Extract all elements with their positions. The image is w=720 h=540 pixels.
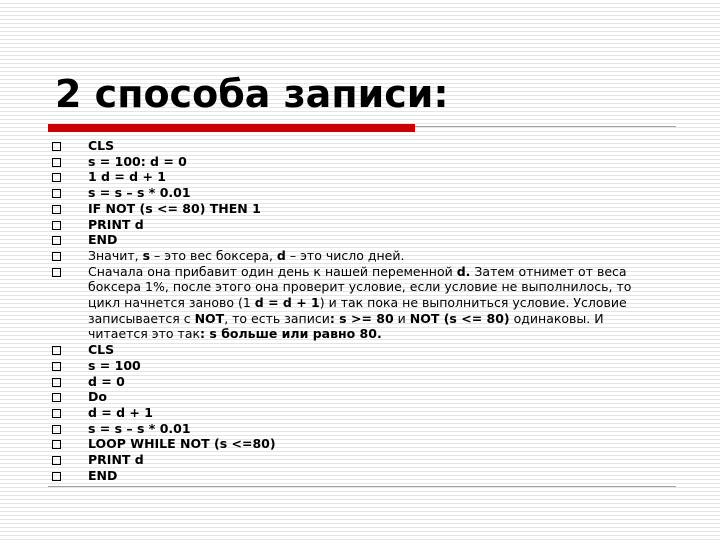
explanation-algorithm: Сначала она прибавит один день к нашей переменной d. Затем отнимет от веса боксера 1%, после этого она проверит условие, если условие не выполнилось, то цикл начнется заново (1 d = d + 1) и так пока не выполниться условие. Условие записывается с NOT, то есть записи: s >= 80 и NOT (s <= 80) одинаковы. И читается это так: s больше или равно 80. <box>88 263 632 342</box>
hollow-square-bullet-icon <box>52 252 61 261</box>
hollow-square-bullet-icon <box>52 409 61 418</box>
hollow-square-bullet-icon <box>52 393 61 402</box>
code-line-text: CLS <box>88 342 115 358</box>
code-line <box>52 201 662 217</box>
code-line <box>52 138 662 154</box>
hollow-square-bullet-icon <box>52 142 61 151</box>
code-block-2 <box>52 342 662 483</box>
code-line-text: CLS <box>88 138 115 153</box>
code-line <box>52 468 662 484</box>
code-line-text: IF NOT (s <= 80) THEN 1 <box>88 200 261 216</box>
code-line-text: Do <box>88 389 107 405</box>
hollow-square-bullet-icon <box>52 189 61 198</box>
hollow-square-bullet-icon <box>52 173 61 182</box>
hollow-square-bullet-icon <box>52 456 61 465</box>
code-line <box>52 452 662 468</box>
hollow-square-bullet-icon <box>52 346 61 355</box>
code-line <box>52 154 662 170</box>
code-line-text: s = s – s * 0.01 <box>88 420 191 436</box>
hollow-square-bullet-icon <box>52 205 61 214</box>
hollow-square-bullet-icon <box>52 236 61 245</box>
code-line <box>52 436 662 452</box>
hollow-square-bullet-icon <box>52 472 61 481</box>
code-line <box>52 389 662 405</box>
code-line-text: PRINT d <box>88 452 144 468</box>
slide-title: 2 способа записи: <box>55 72 449 116</box>
hollow-square-bullet-icon <box>52 268 61 277</box>
code-line <box>52 169 662 185</box>
bottom-rule <box>48 486 676 487</box>
list-item <box>52 264 662 343</box>
code-line-text: PRINT d <box>88 216 144 232</box>
hollow-square-bullet-icon <box>52 362 61 371</box>
code-line-text: 1 d = d + 1 <box>88 169 166 185</box>
code-line-text: s = 100 <box>88 357 141 373</box>
title-accent-bar <box>48 124 415 132</box>
code-line-text: END <box>88 232 118 248</box>
hollow-square-bullet-icon <box>52 158 61 167</box>
hollow-square-bullet-icon <box>52 425 61 434</box>
code-line <box>52 374 662 390</box>
code-line <box>52 342 662 358</box>
slide-body <box>52 138 662 483</box>
code-line <box>52 185 662 201</box>
code-line-text: s = s – s * 0.01 <box>88 185 191 201</box>
code-line <box>52 405 662 421</box>
code-line <box>52 232 662 248</box>
code-line-text: d = 0 <box>88 373 125 389</box>
hollow-square-bullet-icon <box>52 378 61 387</box>
code-line-text: s = 100: d = 0 <box>88 153 187 169</box>
code-line <box>52 217 662 233</box>
code-line <box>52 421 662 437</box>
code-line <box>52 358 662 374</box>
code-line-text: END <box>88 467 118 483</box>
list-item <box>52 248 662 264</box>
explanation-variables: Значит, s – это вес боксера, d – это число дней. <box>88 247 405 263</box>
code-block-1 <box>52 138 662 248</box>
hollow-square-bullet-icon <box>52 440 61 449</box>
code-line-text: LOOP WHILE NOT (s <=80) <box>88 436 276 452</box>
hollow-square-bullet-icon <box>52 221 61 230</box>
code-line-text: d = d + 1 <box>88 404 153 420</box>
